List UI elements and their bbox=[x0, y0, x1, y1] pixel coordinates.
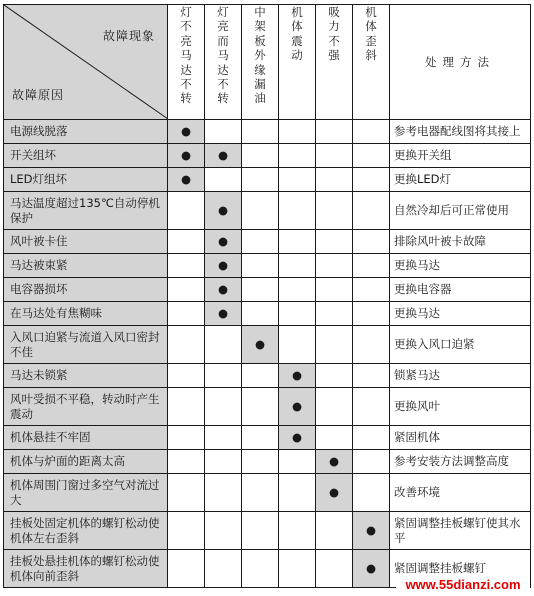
symptom-header: 中架板外缘漏油 bbox=[242, 5, 279, 120]
mark-cell bbox=[316, 278, 353, 302]
mark-bullet: ● bbox=[205, 230, 242, 254]
mark-cell bbox=[205, 512, 242, 550]
mark-bullet: ● bbox=[353, 512, 390, 550]
mark-cell bbox=[168, 550, 205, 588]
mark-cell bbox=[279, 550, 316, 588]
mark-cell bbox=[242, 364, 279, 388]
table-row bbox=[4, 474, 531, 512]
mark-cell bbox=[279, 254, 316, 278]
mark-bullet: ● bbox=[168, 144, 205, 168]
table-row bbox=[4, 230, 531, 254]
mark-cell bbox=[168, 254, 205, 278]
cause-cell: 风叶受损不平稳，转动时产生震动 bbox=[4, 388, 168, 426]
mark-cell bbox=[316, 192, 353, 230]
cause-cell: 开关组坏 bbox=[4, 144, 168, 168]
remedy-cell: 更换LED灯 bbox=[390, 168, 531, 192]
table-row bbox=[4, 144, 531, 168]
cause-cell: 挂板处悬挂机体的螺钉松动使机体向前歪斜 bbox=[4, 550, 168, 588]
remedy-cell: 紧固调整挂板螺钉使其水平 bbox=[390, 512, 531, 550]
remedy-cell: 更换马达 bbox=[390, 302, 531, 326]
mark-cell bbox=[353, 230, 390, 254]
mark-bullet: ● bbox=[279, 426, 316, 450]
mark-cell bbox=[205, 450, 242, 474]
mark-bullet: ● bbox=[205, 254, 242, 278]
mark-cell bbox=[205, 474, 242, 512]
mark-cell bbox=[242, 388, 279, 426]
mark-cell bbox=[205, 364, 242, 388]
mark-cell bbox=[168, 426, 205, 450]
mark-cell bbox=[242, 426, 279, 450]
remedy-cell: 排除风叶被卡故障 bbox=[390, 230, 531, 254]
cause-cell: 马达被束紧 bbox=[4, 254, 168, 278]
mark-bullet: ● bbox=[205, 144, 242, 168]
mark-cell bbox=[316, 512, 353, 550]
mark-cell bbox=[353, 450, 390, 474]
mark-bullet: ● bbox=[279, 388, 316, 426]
mark-cell bbox=[279, 144, 316, 168]
mark-cell bbox=[316, 326, 353, 364]
table-row bbox=[4, 512, 531, 550]
mark-cell bbox=[279, 168, 316, 192]
cause-cell: 电容器损坏 bbox=[4, 278, 168, 302]
mark-cell bbox=[242, 474, 279, 512]
mark-cell bbox=[205, 168, 242, 192]
mark-cell bbox=[168, 450, 205, 474]
mark-cell bbox=[279, 192, 316, 230]
mark-cell bbox=[353, 326, 390, 364]
mark-cell bbox=[242, 254, 279, 278]
symptom-header: 灯不亮马达不转 bbox=[168, 5, 205, 120]
mark-cell bbox=[168, 302, 205, 326]
mark-cell bbox=[205, 120, 242, 144]
remedy-cell: 自然冷却后可正常使用 bbox=[390, 192, 531, 230]
mark-cell bbox=[279, 120, 316, 144]
fault-cause-label: 故障原因 bbox=[12, 88, 65, 102]
mark-cell bbox=[279, 278, 316, 302]
mark-cell bbox=[168, 192, 205, 230]
remedy-cell: 更换风叶 bbox=[390, 388, 531, 426]
cause-cell: LED灯组坏 bbox=[4, 168, 168, 192]
mark-cell bbox=[168, 326, 205, 364]
watermark: www.55dianzi.com bbox=[396, 576, 530, 594]
cause-cell: 电源线脱落 bbox=[4, 120, 168, 144]
mark-cell bbox=[279, 326, 316, 364]
remedy-cell: 更换入风口迫紧 bbox=[390, 326, 531, 364]
table-row bbox=[4, 326, 531, 364]
table-row bbox=[4, 364, 531, 388]
mark-cell bbox=[168, 388, 205, 426]
mark-bullet: ● bbox=[205, 278, 242, 302]
mark-bullet: ● bbox=[316, 474, 353, 512]
mark-cell bbox=[353, 474, 390, 512]
mark-cell bbox=[242, 450, 279, 474]
mark-cell bbox=[316, 254, 353, 278]
mark-cell bbox=[205, 550, 242, 588]
table-row bbox=[4, 168, 531, 192]
mark-cell bbox=[316, 388, 353, 426]
mark-cell bbox=[353, 278, 390, 302]
table-row bbox=[4, 278, 531, 302]
cause-cell: 机体周围门窗过多空气对流过大 bbox=[4, 474, 168, 512]
mark-bullet: ● bbox=[279, 364, 316, 388]
mark-bullet: ● bbox=[168, 168, 205, 192]
mark-bullet: ● bbox=[353, 550, 390, 588]
mark-cell bbox=[279, 450, 316, 474]
cause-cell: 机体悬挂不牢固 bbox=[4, 426, 168, 450]
remedy-cell: 更换马达 bbox=[390, 254, 531, 278]
table-row bbox=[4, 388, 531, 426]
fault-phenomenon-label: 故障现象 bbox=[102, 29, 155, 43]
cause-cell: 在马达处有焦糊味 bbox=[4, 302, 168, 326]
remedy-cell: 紧固机体 bbox=[390, 426, 531, 450]
table-row bbox=[4, 254, 531, 278]
mark-cell bbox=[168, 512, 205, 550]
cause-cell: 入风口迫紧与流道入风口密封不佳 bbox=[4, 326, 168, 364]
mark-cell bbox=[279, 512, 316, 550]
header-row bbox=[4, 5, 531, 120]
mark-bullet: ● bbox=[316, 450, 353, 474]
cause-cell: 机体与炉面的距离太高 bbox=[4, 450, 168, 474]
remedy-cell: 改善环境 bbox=[390, 474, 531, 512]
mark-cell bbox=[353, 426, 390, 450]
mark-bullet: ● bbox=[205, 302, 242, 326]
mark-cell bbox=[353, 302, 390, 326]
mark-cell bbox=[205, 388, 242, 426]
remedy-cell: 紧固调整挂板螺钉 bbox=[390, 550, 531, 588]
mark-cell bbox=[242, 120, 279, 144]
mark-cell bbox=[316, 364, 353, 388]
mark-bullet: ● bbox=[168, 120, 205, 144]
mark-cell bbox=[353, 192, 390, 230]
mark-bullet: ● bbox=[205, 192, 242, 230]
mark-cell bbox=[353, 254, 390, 278]
mark-cell bbox=[205, 326, 242, 364]
remedy-header: 处理方法 bbox=[390, 5, 531, 120]
mark-cell bbox=[316, 168, 353, 192]
cause-cell: 挂板处固定机体的螺钉松动使机体左右歪斜 bbox=[4, 512, 168, 550]
mark-cell bbox=[316, 302, 353, 326]
mark-cell bbox=[279, 302, 316, 326]
symptom-header: 灯亮而马达不转 bbox=[205, 5, 242, 120]
cause-cell: 风叶被卡住 bbox=[4, 230, 168, 254]
mark-cell bbox=[168, 474, 205, 512]
table-row bbox=[4, 302, 531, 326]
mark-cell bbox=[205, 426, 242, 450]
mark-cell bbox=[316, 120, 353, 144]
symptom-header: 机体歪斜 bbox=[353, 5, 390, 120]
symptom-header: 机体震动 bbox=[279, 5, 316, 120]
mark-cell bbox=[242, 302, 279, 326]
mark-cell bbox=[353, 120, 390, 144]
symptom-header: 吸力不强 bbox=[316, 5, 353, 120]
mark-cell bbox=[353, 364, 390, 388]
mark-cell bbox=[242, 144, 279, 168]
mark-cell bbox=[316, 230, 353, 254]
cause-cell: 马达温度超过135℃自动停机保护 bbox=[4, 192, 168, 230]
table-row bbox=[4, 426, 531, 450]
remedy-cell: 更换电容器 bbox=[390, 278, 531, 302]
mark-cell bbox=[316, 426, 353, 450]
mark-cell bbox=[353, 168, 390, 192]
remedy-cell: 锁紧马达 bbox=[390, 364, 531, 388]
table-row bbox=[4, 192, 531, 230]
mark-cell bbox=[168, 230, 205, 254]
mark-cell bbox=[168, 278, 205, 302]
mark-cell bbox=[242, 192, 279, 230]
remedy-cell: 参考电器配线图将其接上 bbox=[390, 120, 531, 144]
mark-cell bbox=[279, 474, 316, 512]
mark-cell bbox=[279, 230, 316, 254]
table-row bbox=[4, 120, 531, 144]
table-row bbox=[4, 450, 531, 474]
mark-cell bbox=[353, 144, 390, 168]
mark-cell bbox=[316, 144, 353, 168]
mark-cell bbox=[168, 364, 205, 388]
mark-bullet: ● bbox=[242, 326, 279, 364]
remedy-cell: 更换开关组 bbox=[390, 144, 531, 168]
remedy-cell: 参考安装方法调整高度 bbox=[390, 450, 531, 474]
diagonal-header-cell bbox=[4, 5, 168, 120]
troubleshooting-table bbox=[3, 4, 531, 588]
mark-cell bbox=[353, 388, 390, 426]
mark-cell bbox=[242, 278, 279, 302]
mark-cell bbox=[242, 512, 279, 550]
cause-cell: 马达未锁紧 bbox=[4, 364, 168, 388]
mark-cell bbox=[242, 230, 279, 254]
mark-cell bbox=[242, 168, 279, 192]
mark-cell bbox=[242, 550, 279, 588]
mark-cell bbox=[316, 550, 353, 588]
